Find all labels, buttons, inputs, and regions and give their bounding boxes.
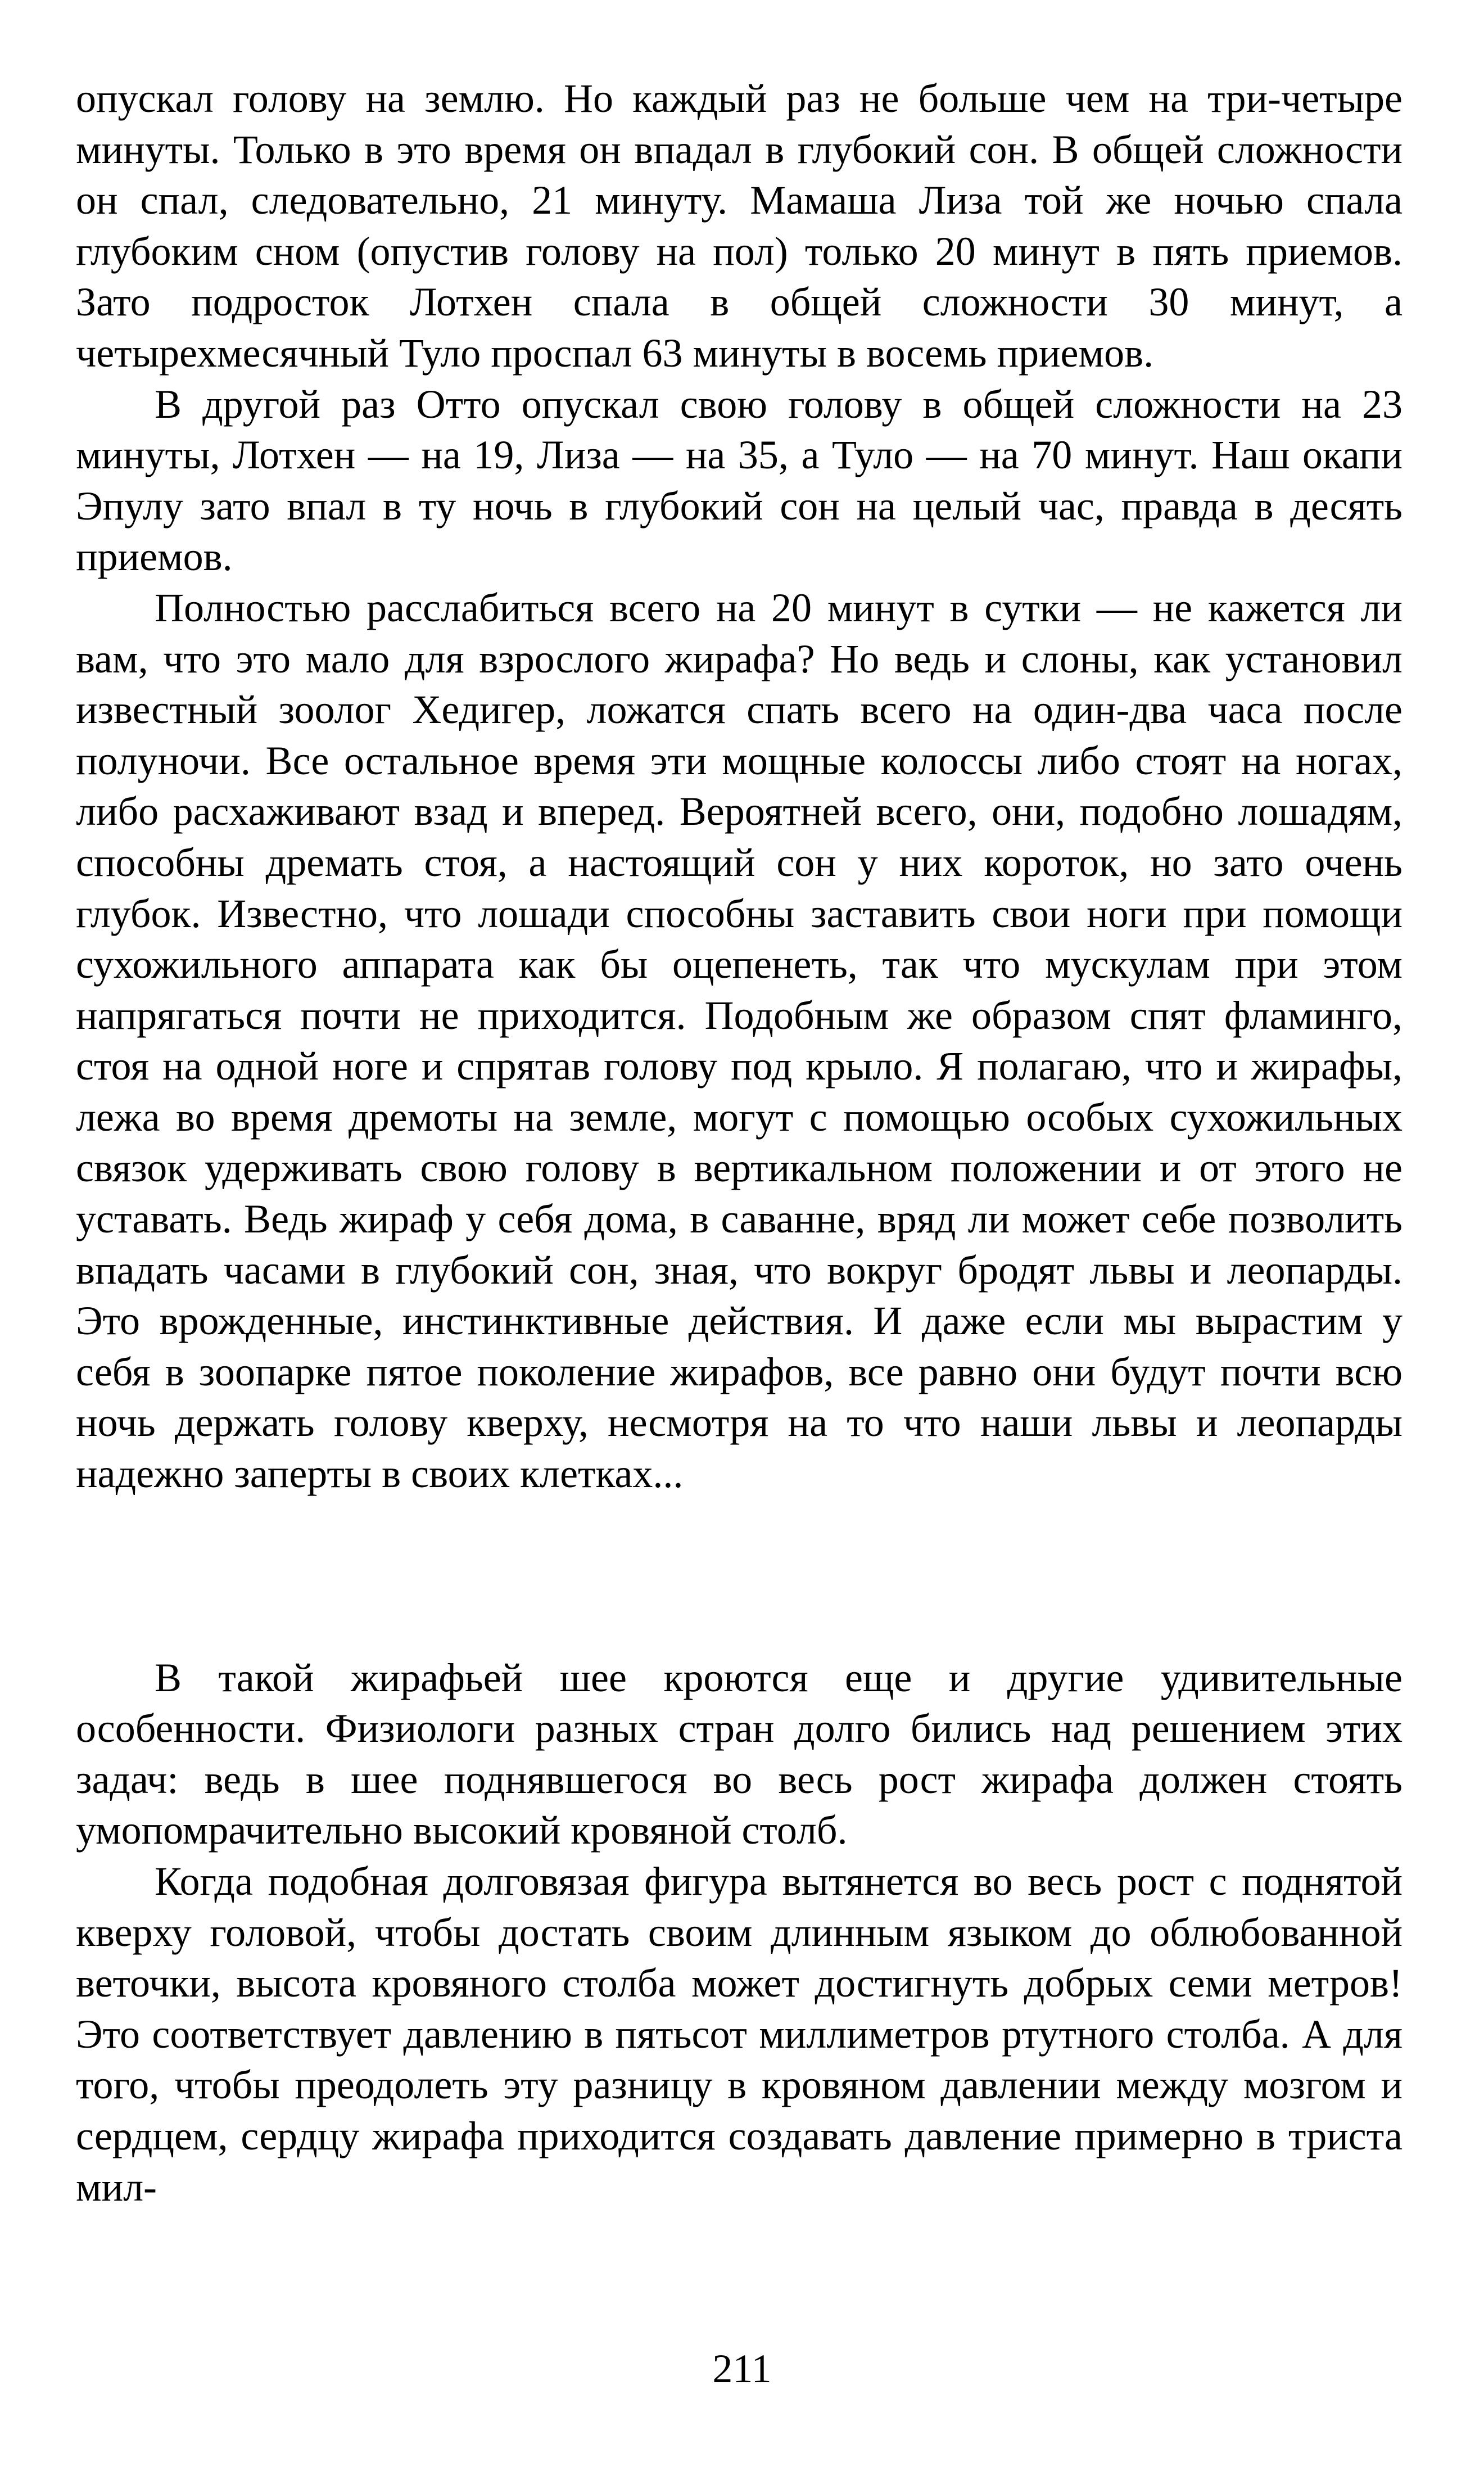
paragraph: Полностью расслабиться всего на 20 минут в сутки — не кажется ли вам, что это мало для взрослого жирафа? Но ведь и слоны, как установил известный зоолог Хедигер, ложатся спать всего на один-два часа после полуночи. Все остальное время эти мощные колоссы либо стоят на ногах, либо расхаживают взад и вперед. Вероятней всего, они, подобно лошадям, способны дремать стоя, а настоящий сон у них короток, но зато очень глубок. Известно, что лошади способны заставить свои ноги при помощи сухожильного аппарата как бы оцепенеть, так что мускулам при этом напрягаться почти не приходится. Подобным же образом спят фламинго, стоя на одной ноге и спрятав голову под крыло. Я полагаю, что и жирафы, лежа во время дремоты на земле, могут с помощью особых сухожильных связок удерживать свою голову в вертикальном положении и от этого не уставать. Ведь жираф у себя дома, в саванне, вряд ли может себе позволить впадать часами в глубокий сон, зная, что вокруг бродят львы и леопарды. Это врожденные, инстинктивные действия. И даже если мы вырастим у себя в зоопарке пятое поколение жирафов, все равно они будут почти всю ночь держать голову кверху, несмотря на то что наши львы и леопарды надежно заперты в своих клетках... <box>76 585 1402 1497</box>
paragraph: В такой жирафьей шее кроются еще и другие удивительные особенности. Физиологи разных стран долго бились над решением этих задач: ведь в шее поднявшегося во весь рост жирафа должен стоять умопомрачительно высокий кровяной столб. <box>76 1655 1402 1853</box>
paragraph: Когда подобная долговязая фигура вытянется во весь рост с поднятой кверху головой, чтобы достать своим длинным языком до облюбованной веточки, высота кровяного столба может достигнуть добрых семи метров! Это соответствует давлению в пятьсот миллиметров ртутного столба. А для того, чтобы преодолеть эту разницу в кровяном давлении между мозгом и сердцем, сердцу жирафа приходится создавать давление примерно в триста мил- <box>76 1859 1402 2210</box>
section-break <box>76 1500 1402 1652</box>
page-number: 211 <box>712 2346 772 2391</box>
paragraph: В другой раз Отто опускал свою голову в общей сложности на 23 минуты, Лотхен — на 19, Лиза — на 35, а Туло — на 70 минут. Наш окапи Эпулу зато впал в ту ночь в глубокий сон на целый час, правда в десять приемов. <box>76 381 1402 580</box>
paragraph: опускал голову на землю. Но каждый раз не больше чем на три-четыре минуты. Только в это время он впадал в глубокий сон. В общей сложности он спал, следовательно, 21 минуту. Мамаша Лиза той же ночью спала глубоким сном (опустив голову на пол) только 20 минут в пять приемов. Зато подросток Лотхен спала в общей сложности 30 минут, а четырехмесячный Туло проспал 63 минуты в восемь приемов. <box>76 76 1402 376</box>
text-section-1 <box>76 73 1402 1500</box>
page-body <box>76 73 1402 2212</box>
text-section-2 <box>76 1652 1402 2213</box>
